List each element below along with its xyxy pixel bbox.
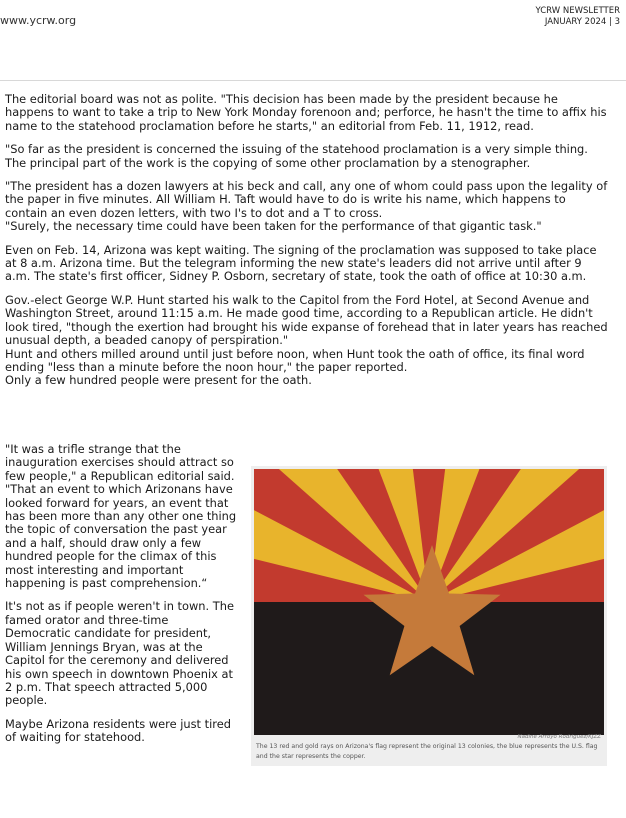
newsletter-header — [536, 6, 620, 28]
issue-date-page: JANUARY 2024 | 3 — [544, 17, 620, 27]
paragraph — [5, 294, 609, 388]
paragraph-line: "The president has a dozen lawyers at his beck and call, any one of whom could pass upon the legality of the paper in five minutes. All William H. Taft would have to do is write his name, which happens to contain an even dozen letters, with two I's to dot and a T to cross. — [5, 179, 608, 220]
newsletter-title: YCRW NEWSLETTER — [535, 6, 620, 16]
paragraph: The editorial board was not as polite. "This decision has been made by the president because he happens to want to take a trip to New York Monday forenoon and; perforce, he hasn't the time to affix his name to the statehood proclamation before he starts," an editorial from Feb. 11, 1912, read. — [5, 92, 607, 133]
header-divider — [0, 80, 626, 81]
article-body — [5, 93, 609, 398]
arizona-flag-image — [254, 469, 604, 735]
paragraph: Even on Feb. 14, Arizona was kept waiting. The signing of the proclamation was supposed to take place at 8 a.m. Arizona time. But the telegram informing the new state's leaders did not arrive until after 9 a.m. The state's first officer, Sidney P. Osborn, secretary of state, took the oath of office at 10:30 a.m. — [5, 242, 597, 284]
site-url: www.ycrw.org — [0, 14, 77, 27]
figure — [251, 466, 607, 766]
article-column — [5, 443, 237, 755]
paragraph-line: Gov.-elect George W.P. Hunt started his walk to the Capitol from the Ford Hotel, at Second Avenue and Washington Street, around 11:15 a.m. He made good time, according to a Republican article. He didn't look tired, "though the exertion had brought his wide expanse of forehead that in later years has reached unusual depth, a beaded canopy of perspiration." — [5, 292, 608, 348]
paragraph — [5, 180, 609, 234]
paragraph-line: Only a few hundred people were present for the oath. — [5, 373, 312, 388]
paragraph: Maybe Arizona residents were just tired of waiting for statehood. — [5, 716, 231, 745]
photo-credit: Nadine Arroyo Rodriguez/KJZZ — [517, 734, 601, 740]
paragraph-line: "Surely, the necessary time could have been taken for the performance of that gigantic task." — [5, 219, 542, 234]
figure-caption: The 13 red and gold rays on Arizona's flag represent the original 13 colonies, the blue represents the U.S. flag and the star represents the copper. — [256, 743, 598, 760]
paragraph: "It was a trifle strange that the inauguration exercises should attract so few people," a Republican editorial said. "That an event to which Arizonans have looked forward for years, an event that has been more than any other one thing the topic of conversation the past year and a half, should draw only a few hundred people for the climax of this most interesting and important happening is past comprehension.“ — [5, 442, 237, 591]
paragraph: "So far as the president is concerned the issuing of the statehood proclamation is a very simple thing. The principal part of the work is the copying of some other proclamation by a stenographer. — [5, 142, 588, 170]
paragraph: It's not as if people weren't in town. The famed orator and three-time Democratic candidate for president, William Jennings Bryan, was at the Capitol for the ceremony and delivered his own speech in downtown Phoenix at 2 p.m. That speech attracted 5,000 people. — [5, 599, 234, 708]
paragraph-line: Hunt and others milled around until just before noon, when Hunt took the oath of office, its final word ending "less than a minute before the noon hour," the paper reported. — [5, 346, 585, 374]
